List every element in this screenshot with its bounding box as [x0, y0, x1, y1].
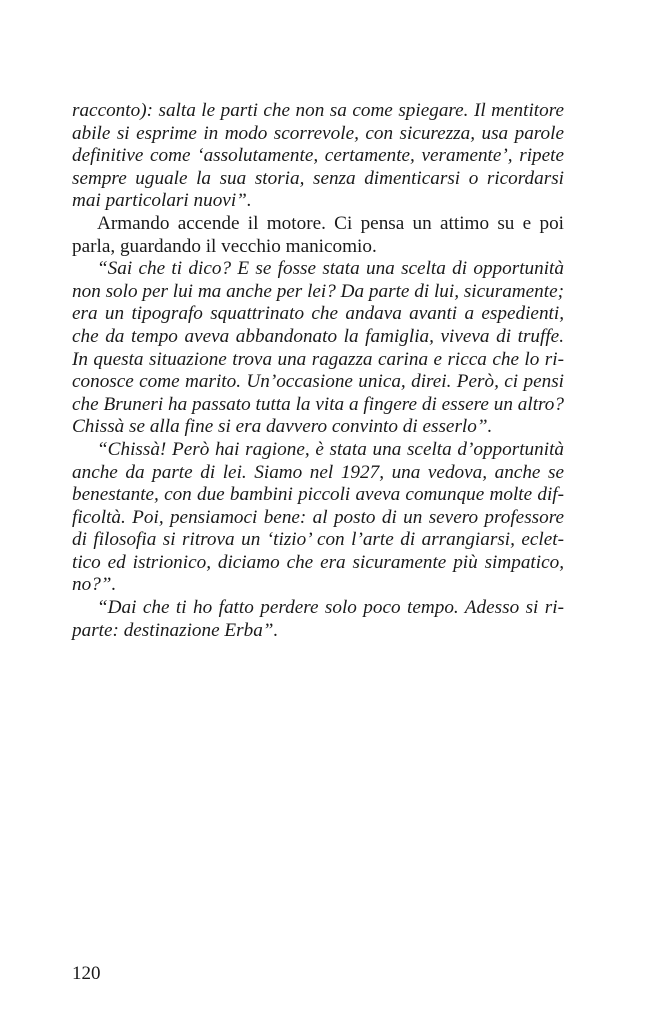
body-text: [72, 100, 564, 642]
page-number: 120: [72, 963, 101, 984]
paragraph-2: Armando accende il motore. Ci pensa un attimo su e poi parla, guardando il vecchio manicomio.: [72, 212, 564, 257]
paragraph-1: racconto): salta le parti che non sa come spiegare. Il mentitore abile si esprime in modo scorrevole, con sicurezza, usa parole definitive come ‘assolutamente, certamente, veramente’, ripete sempre uguale la sua storia, senza dimenticarsi o ricordarsi mai particolari nuovi”.: [72, 100, 564, 212]
paragraph-4: “Chissà! Però hai ragione, è stata una scelta d’opportunità anche da parte di lei. Siamo nel 1927, una vedova, anche se benestante, con due bambini piccoli aveva comunque molte difficoltà. Poi, pensiamoci bene: al posto di un severo professore di filosofia si ritrova un ‘tizio’ con l’arte di arrangiarsi, eclettico ed istrionico, diciamo che era sicuramente più simpatico, no?”.: [72, 438, 564, 596]
paragraph-5: “Dai che ti ho fatto perdere solo poco tempo. Adesso si riparte: destinazione Erba”.: [72, 597, 564, 641]
paragraph-3: “Sai che ti dico? E se fosse stata una scelta di opportunità non solo per lui ma anche per lei? Da parte di lui, sicuramente; era un tipografo squattrinato che andava avanti a espedienti, che da tempo aveva abbandonato la famiglia, viveva di truffe. In questa situazione trova una ragazza carina e ricca che lo riconosce come marito. Un’occasione unica, direi. Però, ci pensi che Bruneri ha passato tutta la vita a fingere di essere un altro? Chissà se alla fine si era davvero convinto di esserlo”.: [72, 258, 564, 438]
